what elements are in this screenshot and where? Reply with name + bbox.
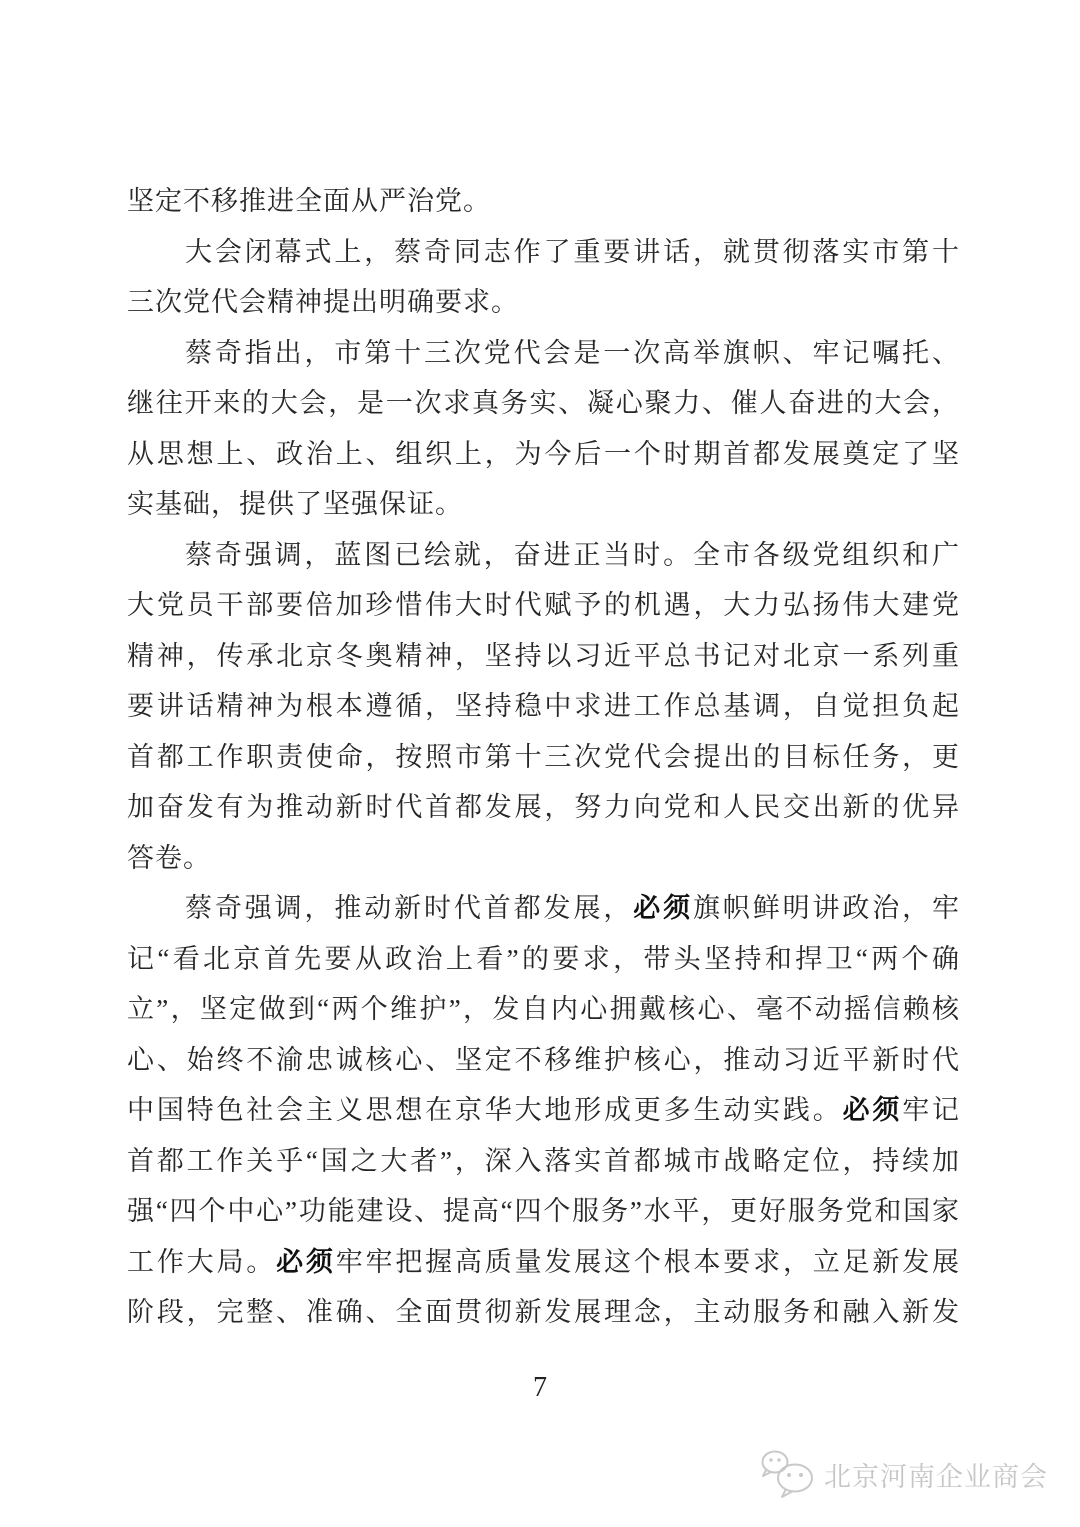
text-line <box>127 883 960 934</box>
text-line <box>127 833 960 884</box>
text-line <box>127 1085 960 1136</box>
text-line <box>127 378 960 429</box>
emphasis-text: 必须 <box>633 893 693 923</box>
text-segment: 三次党代会精神提出明确要求。 <box>127 287 519 317</box>
text-segment: 实基础，提供了坚强保证。 <box>127 489 463 519</box>
text-segment: 坚定不移推进全面从严治党。 <box>127 186 491 216</box>
text-segment: 从思想上、政治上、组织上，为今后一个时期首都发展奠定了坚 <box>127 438 960 469</box>
text-line <box>127 328 960 379</box>
text-line <box>127 732 960 783</box>
text-segment: 首都工作关乎“国之大者”，深入落实首都城市战略定位，持续加 <box>127 1145 960 1176</box>
text-segment: 立”，坚定做到“两个维护”，发自内心拥戴核心、毫不动摇信赖核 <box>127 994 960 1024</box>
text-line <box>127 479 960 530</box>
body-text <box>127 176 960 1338</box>
wechat-icon <box>760 1448 816 1500</box>
text-line <box>127 227 960 278</box>
text-segment: 加奋发有为推动新时代首都发展，努力向党和人民交出新的优异 <box>127 792 960 822</box>
text-segment: 旗帜鲜明讲政治，牢 <box>692 893 960 923</box>
text-segment: 大会闭幕式上，蔡奇同志作了重要讲话，就贯彻落实市第十 <box>185 236 960 267</box>
emphasis-text: 必须 <box>842 1095 903 1125</box>
watermark <box>760 1448 1048 1500</box>
text-segment: 首都工作职责使命，按照市第十三次党代会提出的目标任务，更 <box>127 741 960 772</box>
text-line <box>127 1186 960 1237</box>
text-line <box>127 277 960 328</box>
text-segment: 工作大局。 <box>127 1246 277 1277</box>
text-segment: 蔡奇指出，市第十三次党代会是一次高举旗帜、牢记嘱托、 <box>185 337 960 368</box>
text-segment: 答卷。 <box>127 842 211 873</box>
text-line <box>127 681 960 732</box>
text-segment: 大党员干部要倍加珍惜伟大时代赋予的机遇，大力弘扬伟大建党 <box>127 590 960 620</box>
text-segment: 要讲话精神为根本遵循，坚持稳中求进工作总基调，自觉担负起 <box>127 691 960 721</box>
text-segment: 记“看北京首先要从政治上看”的要求，带头坚持和捍卫“两个确 <box>127 943 960 974</box>
text-line <box>127 1237 960 1288</box>
text-line <box>127 631 960 682</box>
text-segment: 蔡奇强调，推动新时代首都发展， <box>185 893 634 923</box>
text-segment: 强“四个中心”功能建设、提高“四个服务”水平，更好服务党和国家 <box>127 1196 960 1226</box>
page-number: 7 <box>533 1372 547 1403</box>
text-line <box>127 1136 960 1187</box>
text-segment: 牢牢把握高质量发展这个根本要求，立足新发展 <box>335 1246 960 1277</box>
text-segment: 精神，传承北京冬奥精神，坚持以习近平总书记对北京一系列重 <box>127 640 960 671</box>
text-line <box>127 1035 960 1086</box>
text-line <box>127 530 960 581</box>
text-line <box>127 934 960 985</box>
text-line <box>127 782 960 833</box>
text-line <box>127 984 960 1035</box>
text-segment: 中国特色社会主义思想在京华大地形成更多生动实践。 <box>127 1095 843 1125</box>
text-segment: 阶段，完整、准确、全面贯彻新发展理念，主动服务和融入新发 <box>127 1297 960 1327</box>
watermark-label: 北京河南企业商会 <box>824 1461 1048 1492</box>
text-segment: 蔡奇强调，蓝图已绘就，奋进正当时。全市各级党组织和广 <box>185 539 960 570</box>
text-line <box>127 580 960 631</box>
emphasis-text: 必须 <box>276 1246 336 1277</box>
text-segment: 牢记 <box>902 1095 960 1125</box>
text-segment: 心、始终不渝忠诚核心、坚定不移维护核心，推动习近平新时代 <box>127 1044 960 1075</box>
text-line <box>127 1287 960 1338</box>
text-line <box>127 429 960 480</box>
text-segment: 继往开来的大会，是一次求真务实、凝心聚力、催人奋进的大会， <box>127 388 960 418</box>
text-line <box>127 176 960 227</box>
